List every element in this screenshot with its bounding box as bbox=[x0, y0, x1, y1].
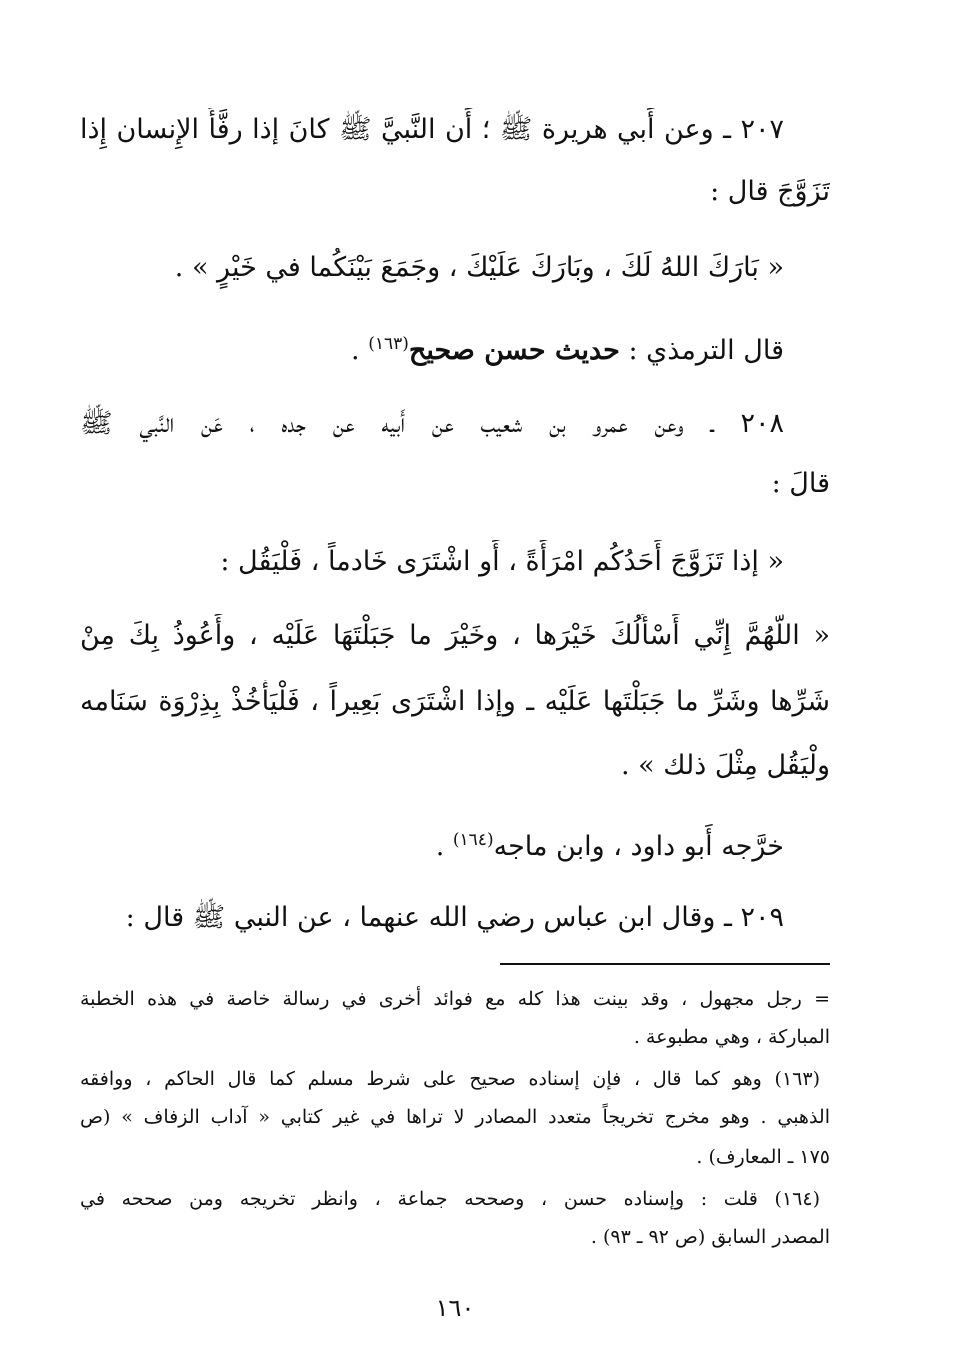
footnote-163-line-1: (١٦٣) وهو كما قال ، فإن إسناده صحيح على شرط مسلم كما قال الحاكم ، ووافقه bbox=[80, 1068, 820, 1090]
footnote-continuation-line-1: = رجل مجهول ، وقد بينت هذا كله مع فوائد أخرى في رسالة خاصة في هذه الخطبة bbox=[80, 988, 830, 1010]
grading-end: . bbox=[351, 335, 369, 366]
source-text: خرَّجه أَبو داود ، وابن ماجه bbox=[493, 831, 784, 862]
footnote-164-line-1: (١٦٤) قلت : وإسناده حسن ، وصححه جماعة ، وانظر تخريجه ومن صححه في bbox=[80, 1188, 820, 1210]
footnote-163-line-3: ١٧٥ ـ المعارف) . bbox=[696, 1146, 830, 1168]
hadith-207-line-2: تَزَوَّجَ قال : bbox=[710, 176, 830, 207]
hadith-208-dua-line-3: ولْيَقُل مِثْلَ ذلك » . bbox=[620, 750, 830, 781]
hadith-207-grading bbox=[80, 322, 830, 373]
hadith-207-line-1: ٢٠٧ ـ وعن أَبي هريرة ﷺ ؛ أَن النَّبيَّ ﷺ كانَ إذا رفَّأَ الإِنسان إِذا bbox=[80, 114, 784, 145]
hadith-209-line-1: ٢٠٩ ـ وقال ابن عباس رضي الله عنهما ، عن النبي ﷺ قال : bbox=[125, 902, 784, 933]
hadith-207-quote: « بَارَكَ اللهُ لَكَ ، وبَارَكَ عَلَيْكَ ، وجَمَعَ بَيْنَكُما في خَيْرٍ » . bbox=[174, 252, 784, 283]
footnote-ref-163: (١٦٣) bbox=[368, 334, 409, 354]
footnote-continuation-line-2: المباركة ، وهي مطبوعة . bbox=[633, 1026, 830, 1048]
hadith-208-dua-line-2: شَرِّها وشَرِّ ما جَبَلْتَها عَلَيْه ـ وإذا اشْتَرَى بَعِيراً ، فَلْيَأْخُذْ بِذِرْوَة سَنَامه bbox=[80, 686, 830, 717]
grading-text: حديث حسن صحيح bbox=[408, 335, 620, 366]
footnote-separator bbox=[500, 963, 830, 965]
page-number: ١٦٠ bbox=[435, 1294, 475, 1322]
grading-prefix: قال الترمذي : bbox=[619, 335, 784, 366]
hadith-208-quote: « إذا تَزَوَّجَ أَحَدُكُم امْرَأَةً ، أَو اشْتَرَى خَادماً ، فَلْيَقُل : bbox=[220, 546, 784, 577]
hadith-208-source bbox=[80, 818, 830, 869]
footnote-ref-164: (١٦٤) bbox=[452, 830, 494, 850]
source-end: . bbox=[435, 831, 453, 862]
hadith-208-dua-line-1: « اللَّهُمَّ إِنِّي أَسْأَلُكَ خَيْرَها ، وخَيْرَ ما جَبَلْتَهَا عَلَيْه ، وأَعُوذُ بِكَ مِنْ bbox=[80, 620, 830, 651]
book-page bbox=[80, 0, 830, 1361]
footnote-163-line-2: الذهبي . وهو مخرج تخريجاً متعدد المصادر لا تراها في غير كتابي « آداب الزفاف » (ص bbox=[80, 1106, 830, 1128]
hadith-208-line-1: ٢٠٨ ـ وعن عمرو بن شعيب عن أَبيه عن جده ، عَن النَّبي ﷺ bbox=[80, 408, 784, 439]
hadith-208-line-2: قالَ : bbox=[771, 468, 830, 499]
footnote-164-line-2: المصدر السابق (ص ٩٢ ـ ٩٣) . bbox=[590, 1226, 830, 1248]
